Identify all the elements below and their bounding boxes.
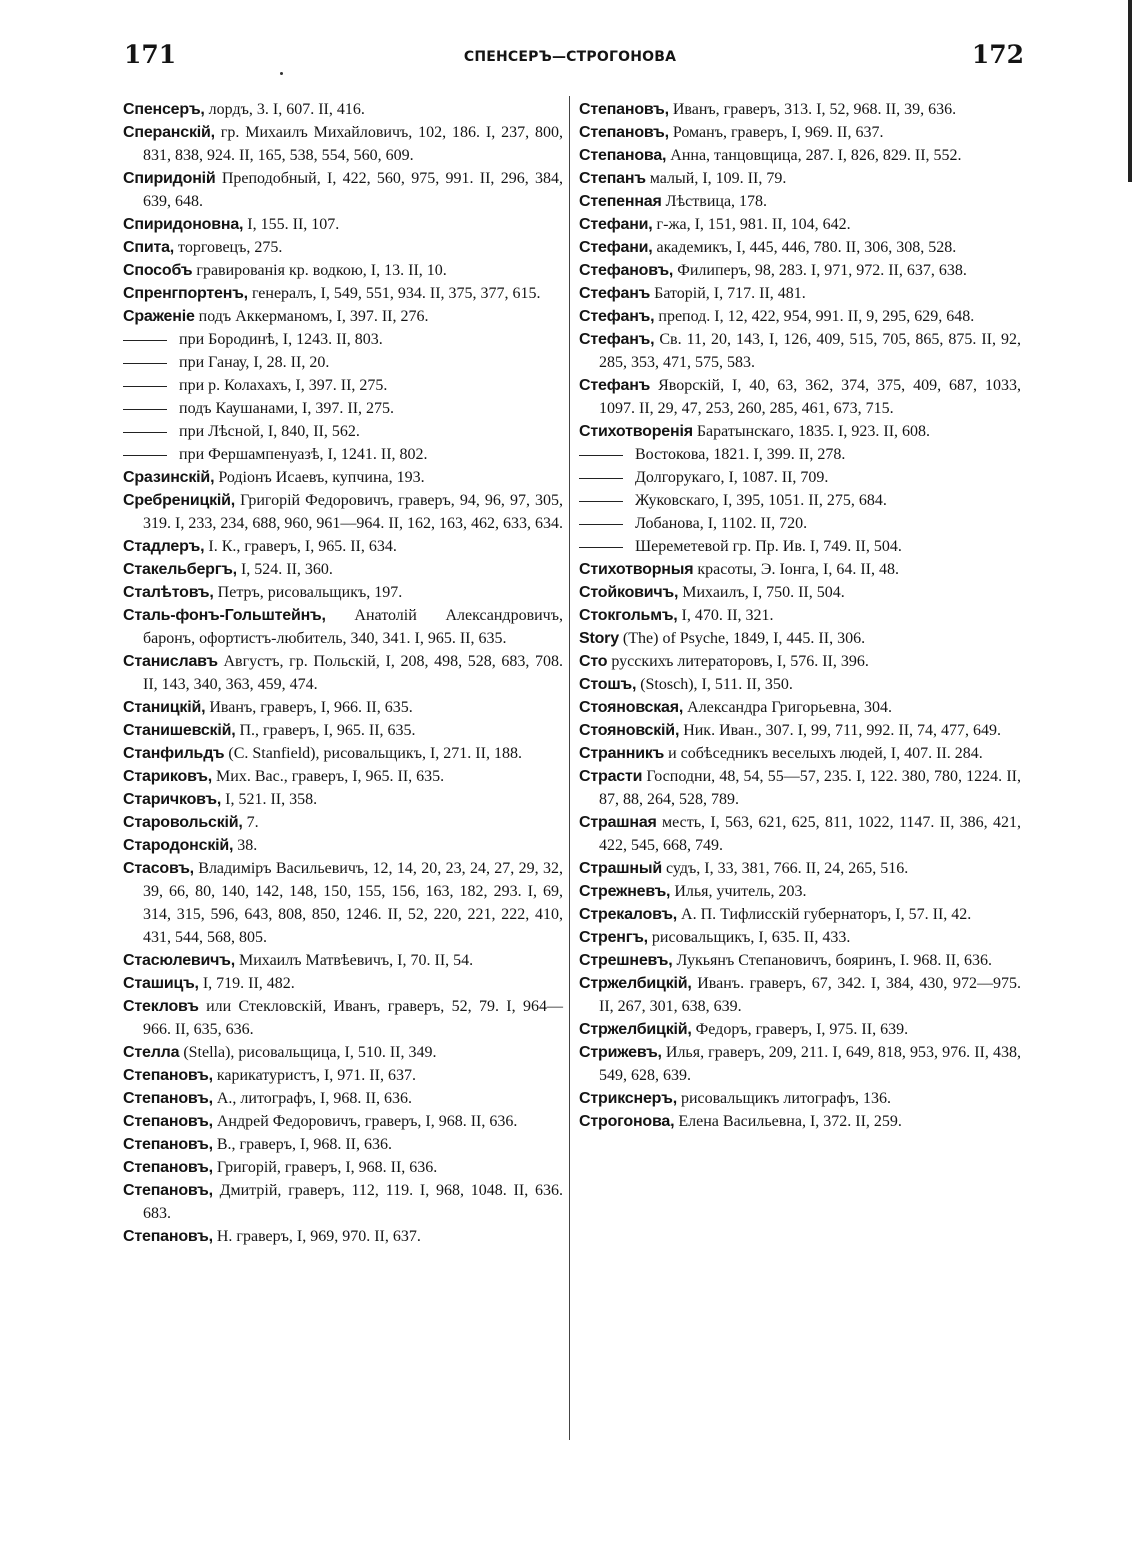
- entry-references: при Фершампенуазѣ, I, 1241. II, 802.: [179, 446, 428, 463]
- entry-references: генералъ, I, 549, 551, 934. II, 375, 377, 615.: [247, 285, 541, 302]
- ditto-dash: [579, 478, 623, 479]
- page-number-left: 171: [124, 40, 177, 69]
- entry-references: 7.: [242, 814, 259, 831]
- entry-references: Господни, 48, 54, 55—57, 235. I, 122. 380, 780, 1224. II, 87, 88, 264, 528, 789.: [599, 768, 1021, 808]
- index-entry: [123, 213, 563, 236]
- entry-references: подъ Каушанами, I, 397. II, 275.: [179, 400, 395, 417]
- entry-headword: Стариковъ,: [123, 768, 213, 785]
- entry-references: Петръ, рисовальщикъ, 197.: [213, 584, 403, 601]
- index-entry: [123, 236, 563, 259]
- entry-references: П., граверъ, I, 965. II, 635.: [235, 722, 416, 739]
- entry-headword: Спенсеръ,: [123, 101, 205, 118]
- index-entry: [123, 535, 563, 558]
- entry-references: при р. Колахахъ, I, 397. II, 275.: [179, 377, 388, 394]
- entry-headword: Стадлеръ,: [123, 538, 205, 555]
- index-entry: [579, 213, 1021, 236]
- entry-references: гр. Михаилъ Михайловичъ, 102, 186. I, 237, 800, 831, 838, 924. II, 165, 538, 554, 560, 609.: [143, 124, 563, 164]
- index-entry: [579, 282, 1021, 305]
- entry-headword: Стефанъ,: [579, 308, 655, 325]
- entry-headword: Степановъ,: [123, 1090, 213, 1107]
- entry-headword: Стакельбергъ,: [123, 561, 237, 578]
- entry-headword: Строгонова,: [579, 1113, 675, 1130]
- entry-headword: Степенная: [579, 193, 662, 210]
- entry-headword: Стошъ,: [579, 676, 637, 693]
- entry-headword: Стекловъ: [123, 998, 199, 1015]
- entry-references: месть, I, 563, 621, 625, 811, 1022, 1147. II, 386, 421, 422, 545, 668, 749.: [599, 814, 1021, 854]
- index-entry: [579, 305, 1021, 328]
- entry-headword: Сраженіе: [123, 308, 195, 325]
- index-entry: [123, 742, 563, 765]
- index-entry: [579, 1110, 1021, 1133]
- entry-references: русскихъ литераторовъ, I, 576. II, 396.: [607, 653, 869, 670]
- index-entry: [123, 650, 563, 696]
- index-entry: [123, 489, 563, 535]
- index-entry: [123, 167, 563, 213]
- entry-references: Михаилъ Матвѣевичъ, I, 70. II, 54.: [234, 952, 474, 969]
- entry-references: малый, I, 109. II, 79.: [645, 170, 787, 187]
- entry-references: Михаилъ, I, 750. II, 504.: [678, 584, 845, 601]
- entry-headword: Степановъ,: [123, 1136, 213, 1153]
- index-entry: [579, 1041, 1021, 1087]
- entry-references: Владиміръ Васильевичъ, 12, 14, 20, 23, 24, 27, 29, 32, 39, 66, 80, 140, 142, 148, 150, 155, 156, 163, 182, 293. I, 69, 314, 315, 596, 643, 808, 850, 1246. II, 52, 220, 221, 222, 410, 431, 544, 568, 805.: [143, 860, 563, 946]
- index-entry: [123, 121, 563, 167]
- entry-headword: Стрежневъ,: [579, 883, 671, 900]
- entry-headword: Стрижевъ,: [579, 1044, 662, 1061]
- index-entry: [579, 857, 1021, 880]
- index-entry: [579, 1087, 1021, 1110]
- index-subentry: [123, 374, 563, 397]
- index-subentry: [123, 351, 563, 374]
- index-entry: [579, 420, 1021, 443]
- entry-references: Августъ, гр. Польскій, I, 208, 498, 528, 683, 708. II, 143, 340, 363, 459, 474.: [143, 653, 563, 693]
- entry-references: Иванъ. граверъ, 67, 342. I, 384, 430, 972—975. II, 267, 301, 638, 639.: [599, 975, 1021, 1015]
- entry-references: I, 719. II, 482.: [198, 975, 295, 992]
- index-entry: [579, 880, 1021, 903]
- entry-headword: Степановъ,: [579, 124, 669, 141]
- ditto-dash: [123, 363, 167, 364]
- entry-references: Илья, граверъ, 209, 211. I, 649, 818, 953, 976. II, 438, 549, 628, 639.: [599, 1044, 1021, 1084]
- entry-headword: Стрекаловъ,: [579, 906, 678, 923]
- index-entry: [123, 1179, 563, 1225]
- entry-references: Анатолій Александровичъ, баронъ, офортистъ-любитель, 340, 341. I, 965. II, 635.: [143, 607, 563, 647]
- index-entry: [579, 604, 1021, 627]
- entry-references: I, 155. II, 107.: [243, 216, 340, 233]
- entry-headword: Сперанскій,: [123, 124, 215, 141]
- ditto-dash: [123, 409, 167, 410]
- entry-references: Анна, танцовщица, 287. I, 826, 829. II, 552.: [666, 147, 962, 164]
- entry-headword: Стояновская,: [579, 699, 684, 716]
- entry-headword: Стародонскій,: [123, 837, 234, 854]
- entry-references: торговецъ, 275.: [174, 239, 283, 256]
- index-entry: [123, 98, 563, 121]
- index-entry: [579, 328, 1021, 374]
- entry-headword: Станфильдъ: [123, 745, 225, 762]
- index-entry: [579, 972, 1021, 1018]
- index-entry: [123, 972, 563, 995]
- index-entry: [123, 1064, 563, 1087]
- entry-references: при Лѣсной, I, 840, II, 562.: [179, 423, 360, 440]
- entry-references: Елена Васильевна, I, 372. II, 259.: [674, 1113, 902, 1130]
- entry-headword: Стокгольмъ,: [579, 607, 678, 624]
- index-entry: [579, 903, 1021, 926]
- index-entry: [579, 121, 1021, 144]
- column-divider: [569, 96, 570, 1440]
- entry-references: Св. 11, 20, 143, I, 126, 409, 515, 705, 865, 875. II, 92, 285, 353, 471, 575, 583.: [599, 331, 1021, 371]
- entry-references: при Ганау, I, 28. II, 20.: [179, 354, 330, 371]
- index-entry: [123, 1110, 563, 1133]
- index-entry: [123, 466, 563, 489]
- print-speck: [280, 72, 283, 75]
- entry-references: Андрей Федоровичъ, граверъ, I, 968. II, 636.: [212, 1113, 518, 1130]
- entry-references: Жуковскаго, I, 395, 1051. II, 275, 684.: [635, 492, 887, 509]
- entry-references: Илья, учитель, 203.: [670, 883, 807, 900]
- index-entry: [579, 696, 1021, 719]
- entry-references: Александра Григорьевна, 304.: [683, 699, 892, 716]
- ditto-dash: [123, 340, 167, 341]
- entry-references: Преподобный, I, 422, 560, 975, 991. II, 296, 384, 639, 648.: [143, 170, 563, 210]
- index-entry: [123, 259, 563, 282]
- entry-headword: Страшный: [579, 860, 662, 877]
- index-entry: [123, 282, 563, 305]
- entry-headword: Сто: [579, 653, 608, 670]
- entry-references: Федоръ, граверъ, I, 975. II, 639.: [691, 1021, 909, 1038]
- index-entry: [579, 190, 1021, 213]
- index-entry: [579, 558, 1021, 581]
- entry-headword: Стасюлевичъ,: [123, 952, 235, 969]
- entry-headword: Станиславъ: [123, 653, 218, 670]
- entry-headword: Сталѣтовъ,: [123, 584, 214, 601]
- index-entry: [123, 857, 563, 949]
- entry-headword: Стренгъ,: [579, 929, 648, 946]
- entry-references: Филиперъ, 98, 283. I, 971, 972. II, 637, 638.: [673, 262, 967, 279]
- entry-references: I, 470. II, 321.: [677, 607, 774, 624]
- entry-headword: Стасовъ,: [123, 860, 194, 877]
- entry-headword: Страшная: [579, 814, 657, 831]
- entry-headword: Стихотворенія: [579, 423, 693, 440]
- entry-references: В., граверъ, I, 968. II, 636.: [212, 1136, 392, 1153]
- index-entry: [579, 926, 1021, 949]
- index-entry: [123, 1041, 563, 1064]
- index-entry: [123, 604, 563, 650]
- entry-references: Дмитрій, граверъ, 112, 119. I, 968, 1048. II, 636. 683.: [143, 1182, 563, 1222]
- entry-headword: Степановъ,: [123, 1228, 213, 1245]
- ditto-dash: [123, 386, 167, 387]
- index-subentry: [579, 466, 1021, 489]
- entry-references: Лобанова, I, 1102. II, 720.: [635, 515, 808, 532]
- entry-headword: Стояновскій,: [579, 722, 680, 739]
- entry-headword: Стрикснеръ,: [579, 1090, 677, 1107]
- entry-headword: Степановъ,: [123, 1113, 213, 1130]
- index-subentry: [123, 420, 563, 443]
- entry-references: Шереметевой гр. Пр. Ив. I, 749. II, 504.: [635, 538, 902, 555]
- entry-headword: Степановъ,: [123, 1159, 213, 1176]
- entry-headword: Сташицъ,: [123, 975, 199, 992]
- entry-references: Лѣствица, 178.: [661, 193, 768, 210]
- entry-headword: Сребреницкій,: [123, 492, 236, 509]
- index-entry: [123, 558, 563, 581]
- entry-headword: Сталь-фонъ-Гольштейнъ,: [123, 607, 326, 624]
- entry-references: I. К., граверъ, I, 965. II, 634.: [204, 538, 397, 555]
- entry-headword: Старичковъ,: [123, 791, 222, 808]
- entry-headword: Степанова,: [579, 147, 667, 164]
- entry-references: судъ, I, 33, 381, 766. II, 24, 265, 516.: [661, 860, 909, 877]
- entry-references: I, 521. II, 358.: [221, 791, 318, 808]
- ditto-dash: [123, 455, 167, 456]
- entry-references: Н. граверъ, I, 969, 970. II, 637.: [212, 1228, 421, 1245]
- entry-headword: Стойковичъ,: [579, 584, 679, 601]
- entry-references: рисовальщикъ, I, 635. II, 433.: [647, 929, 851, 946]
- page-number-right: 172: [971, 40, 1024, 69]
- index-entry: [123, 1156, 563, 1179]
- index-entry: [579, 673, 1021, 696]
- entry-headword: Станицкій,: [123, 699, 206, 716]
- index-entry: [123, 305, 563, 328]
- entry-references: или Стекловскій, Иванъ, граверъ, 52, 79. I, 964—966. II, 635, 636.: [143, 998, 563, 1038]
- entry-headword: Стржелбицкій,: [579, 1021, 692, 1038]
- entry-headword: Сразинскій,: [123, 469, 215, 486]
- index-entry: [579, 811, 1021, 857]
- index-entry: [579, 98, 1021, 121]
- entry-headword: Стржелбицкій,: [579, 975, 692, 992]
- entry-headword: Станишевскій,: [123, 722, 236, 739]
- entry-headword: Способъ: [123, 262, 193, 279]
- entry-references: (The) of Psyche, 1849, I, 445. II, 306.: [618, 630, 866, 647]
- entry-references: при Бородинѣ, I, 1243. II, 803.: [179, 331, 383, 348]
- index-subentry: [579, 489, 1021, 512]
- entry-headword: Спиридоновна,: [123, 216, 244, 233]
- entry-references: А., литографъ, I, 968. II, 636.: [212, 1090, 413, 1107]
- index-column-right: [579, 98, 1021, 1133]
- index-entry: [579, 949, 1021, 972]
- index-entry: [579, 236, 1021, 259]
- entry-headword: Спиридоній: [123, 170, 216, 187]
- entry-references: Ник. Иван., 307. I, 99, 711, 992. II, 74, 477, 649.: [679, 722, 1002, 739]
- index-subentry: [123, 397, 563, 420]
- entry-references: Григорій Федоровичъ, граверъ, 94, 96, 97, 305, 319. I, 233, 234, 688, 960, 961—964. II, 162, 163, 462, 633, 634.: [143, 492, 563, 532]
- index-entry: [579, 1018, 1021, 1041]
- index-column-left: [123, 98, 563, 1248]
- index-subentry: [123, 328, 563, 351]
- entry-references: 38.: [233, 837, 258, 854]
- entry-references: Мих. Вас., граверъ, I, 965. II, 635.: [212, 768, 445, 785]
- index-entry: [123, 1133, 563, 1156]
- entry-headword: Странникъ: [579, 745, 665, 762]
- entry-references: Востокова, 1821. I, 399. II, 278.: [635, 446, 846, 463]
- entry-references: Долгорукаго, I, 1087. II, 709.: [635, 469, 829, 486]
- entry-references: Иванъ, граверъ, I, 966. II, 635.: [205, 699, 413, 716]
- index-entry: [579, 742, 1021, 765]
- entry-references: лордъ, 3. I, 607. II, 416.: [204, 101, 365, 118]
- entry-references: (Stosch), I, 511. II, 350.: [636, 676, 793, 693]
- scan-edge-mark: [1128, 0, 1132, 182]
- entry-headword: Стефани,: [579, 239, 653, 256]
- index-entry: [579, 765, 1021, 811]
- entry-headword: Степановъ,: [123, 1182, 213, 1199]
- entry-headword: Степановъ,: [123, 1067, 213, 1084]
- entry-headword: Стефанъ,: [579, 331, 655, 348]
- entry-references: Баратынскаго, 1835. I, 923. II, 608.: [692, 423, 931, 440]
- index-subentry: [123, 443, 563, 466]
- index-entry: [579, 144, 1021, 167]
- entry-references: Иванъ, граверъ, 313. I, 52, 968. II, 39, 636.: [668, 101, 957, 118]
- index-entry: [579, 581, 1021, 604]
- index-entry: [123, 1225, 563, 1248]
- entry-headword: Стефани,: [579, 216, 653, 233]
- index-subentry: [579, 535, 1021, 558]
- entry-references: гравированія кр. водкою, I, 13. II, 10.: [192, 262, 447, 279]
- index-entry: [579, 719, 1021, 742]
- index-entry: [579, 259, 1021, 282]
- index-subentry: [579, 443, 1021, 466]
- entry-references: (Stella), рисовальщица, I, 510. II, 349.: [179, 1044, 437, 1061]
- ditto-dash: [579, 455, 623, 456]
- index-entry: [123, 834, 563, 857]
- entry-references: рисовальщикъ литографъ, 136.: [676, 1090, 892, 1107]
- entry-references: г-жа, I, 151, 981. II, 104, 642.: [652, 216, 851, 233]
- entry-references: I, 524. II, 360.: [236, 561, 333, 578]
- entry-references: карикатуристъ, I, 971. II, 637.: [212, 1067, 416, 1084]
- index-entry: [123, 719, 563, 742]
- index-entry: [123, 765, 563, 788]
- entry-references: академикъ, I, 445, 446, 780. II, 306, 308, 528.: [652, 239, 957, 256]
- entry-headword: Степанъ: [579, 170, 646, 187]
- index-entry: [123, 811, 563, 834]
- entry-headword: Спренгпортенъ,: [123, 285, 248, 302]
- entry-references: Яворскій, I, 40, 63, 362, 374, 375, 409, 687, 1033, 1097. II, 29, 47, 253, 260, 285, 461, 673, 715.: [599, 377, 1021, 417]
- index-entry: [579, 627, 1021, 650]
- entry-headword: Стихотворныя: [579, 561, 694, 578]
- entry-headword: Story: [579, 630, 619, 647]
- index-entry: [123, 995, 563, 1041]
- ditto-dash: [579, 547, 623, 548]
- entry-references: А. П. Тифлисскій губернаторъ, I, 57. II, 42.: [677, 906, 972, 923]
- index-entry: [579, 167, 1021, 190]
- entry-references: Романъ, граверъ, I, 969. II, 637.: [668, 124, 884, 141]
- entry-headword: Стефанъ: [579, 285, 651, 302]
- index-entry: [579, 374, 1021, 420]
- index-entry: [579, 650, 1021, 673]
- running-title: СПЕНСЕРЪ—СТРОГОНОВА: [463, 49, 677, 65]
- ditto-dash: [579, 501, 623, 502]
- index-entry: [123, 581, 563, 604]
- index-entry: [123, 1087, 563, 1110]
- entry-headword: Стефановъ,: [579, 262, 674, 279]
- entry-references: препод. I, 12, 422, 954, 991. II, 9, 295, 629, 648.: [654, 308, 975, 325]
- entry-references: подъ Аккерманомъ, I, 397. II, 276.: [194, 308, 429, 325]
- entry-headword: Страсти: [579, 768, 643, 785]
- entry-references: Родіонъ Исаевъ, купчина, 193.: [214, 469, 425, 486]
- index-entry: [123, 788, 563, 811]
- entry-references: и собѣседникъ веселыхъ людей, I, 407. II. 284.: [664, 745, 983, 762]
- entry-references: красоты, Э. Іонга, I, 64. II, 48.: [693, 561, 899, 578]
- entry-references: (C. Stanfield), рисовальщикъ, I, 271. II, 188.: [224, 745, 522, 762]
- ditto-dash: [579, 524, 623, 525]
- entry-headword: Стефанъ: [579, 377, 651, 394]
- index-entry: [123, 696, 563, 719]
- index-entry: [123, 949, 563, 972]
- entry-headword: Спита,: [123, 239, 175, 256]
- index-subentry: [579, 512, 1021, 535]
- entry-headword: Старовольскій,: [123, 814, 243, 831]
- entry-headword: Стелла: [123, 1044, 180, 1061]
- ditto-dash: [123, 432, 167, 433]
- entry-references: Лукьянъ Степановичъ, бояринъ, I. 968. II, 636.: [672, 952, 993, 969]
- entry-headword: Степановъ,: [579, 101, 669, 118]
- entry-references: Григорій, граверъ, I, 968. II, 636.: [212, 1159, 438, 1176]
- entry-references: Баторій, I, 717. II, 481.: [650, 285, 806, 302]
- entry-headword: Стрешневъ,: [579, 952, 673, 969]
